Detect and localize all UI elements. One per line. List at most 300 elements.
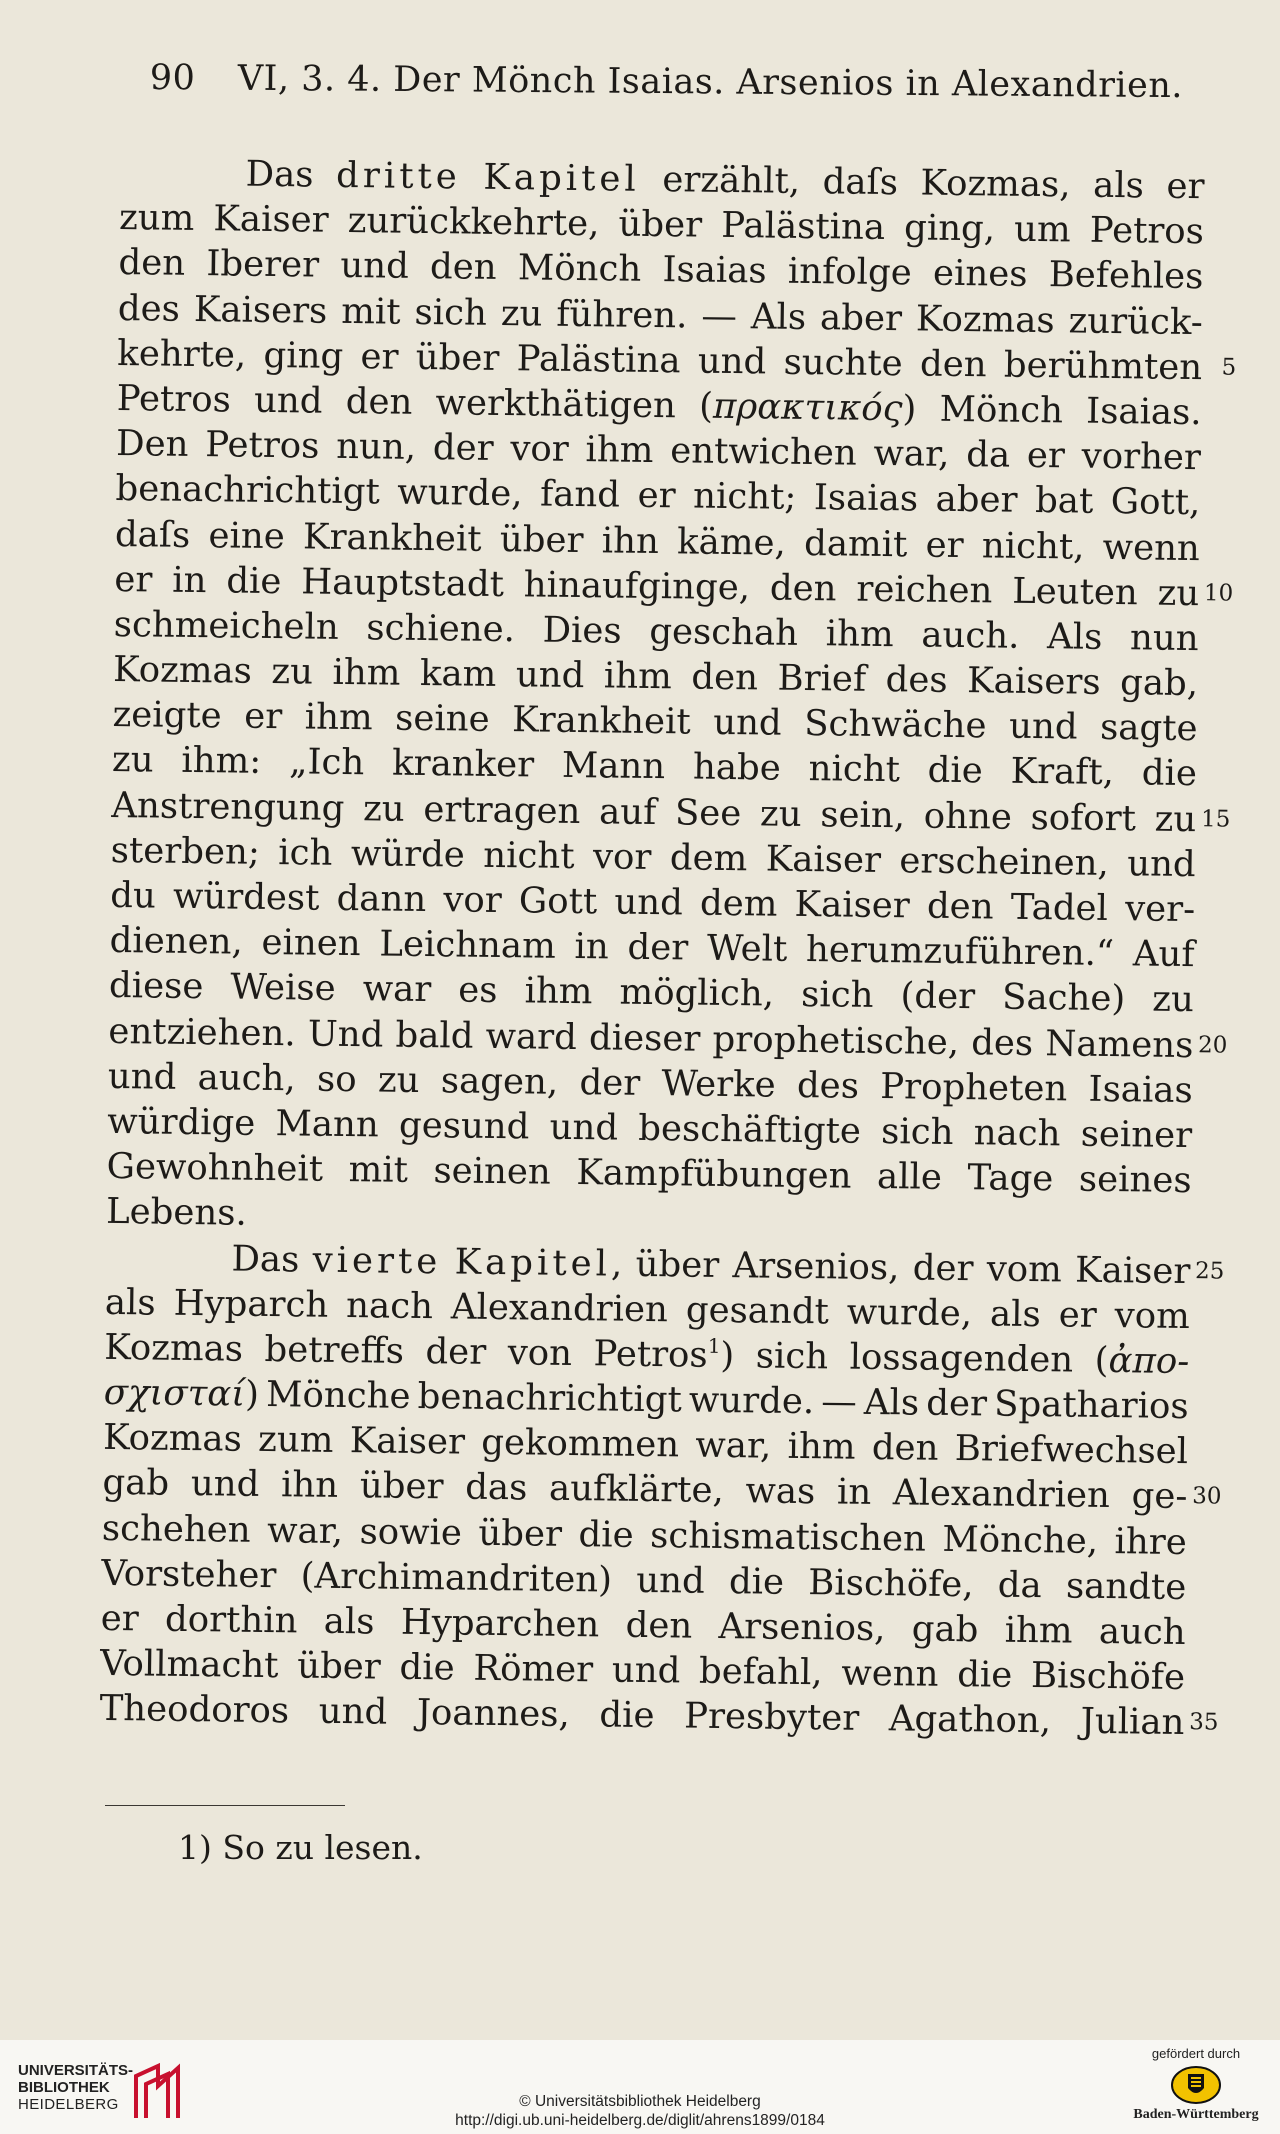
word: Schwäche <box>803 703 987 747</box>
word: und <box>318 1691 388 1734</box>
word: war, <box>695 1424 772 1467</box>
word: erzählt, <box>662 159 801 202</box>
word: Vollmacht <box>99 1643 279 1687</box>
word: Kaisers <box>966 660 1101 703</box>
word: gab, <box>1119 662 1199 705</box>
word: sofort <box>1030 796 1137 839</box>
word: dem <box>699 882 778 925</box>
word: mit <box>341 290 401 333</box>
word: auch, <box>197 1056 296 1100</box>
word: Kraft, <box>1010 751 1115 794</box>
word: gesund <box>398 1104 530 1148</box>
word: Gott, <box>1110 481 1201 524</box>
footnote: 1) So zu lesen. <box>178 1828 423 1867</box>
word: Isaias. <box>1085 390 1202 434</box>
word: der <box>627 926 689 969</box>
word: würde <box>350 832 466 876</box>
word: Den <box>115 423 189 466</box>
word: Mönche <box>265 1374 411 1417</box>
word: ihre <box>1114 1520 1188 1563</box>
word: lossagenden <box>849 1336 1074 1381</box>
word: Mann <box>561 745 666 788</box>
word: zu <box>500 292 543 335</box>
word: der <box>912 1246 974 1289</box>
word: ihm <box>1004 1609 1073 1652</box>
word: in <box>171 559 207 601</box>
word: den <box>871 1427 939 1470</box>
word: und <box>107 1055 177 1098</box>
word: Arsenios, <box>718 1605 886 1650</box>
word: Lebens. <box>105 1191 248 1235</box>
word: zu <box>1157 572 1200 614</box>
word: ihm <box>524 970 593 1013</box>
word: Das <box>231 1238 300 1280</box>
word: was <box>745 1470 816 1513</box>
word: Kapitel, <box>454 1240 623 1285</box>
word: Als <box>1046 616 1103 658</box>
word: See <box>674 791 742 834</box>
word: Welt <box>706 927 788 970</box>
word: Theodoros <box>99 1688 290 1732</box>
word: als <box>989 1293 1042 1335</box>
word: zurückkehrte, <box>347 200 600 245</box>
word: mit <box>348 1149 409 1191</box>
word: Alexandrien <box>892 1472 1111 1517</box>
library-name-line: BIBLIOTHEK <box>18 2079 110 2096</box>
word: ihm: <box>181 740 262 783</box>
word: Namens <box>1045 1022 1194 1066</box>
word: ge- <box>1131 1475 1188 1518</box>
word: er <box>925 524 964 566</box>
word: Propheten <box>880 1065 1068 1110</box>
word: Mann <box>275 1103 380 1146</box>
word: sandte <box>1065 1565 1187 1608</box>
word: zu <box>1154 798 1197 840</box>
footnote-rule <box>105 1805 345 1806</box>
word: vor <box>443 879 503 922</box>
word: nicht <box>808 748 901 791</box>
word: und <box>190 1463 260 1506</box>
word: Joannes, <box>416 1692 571 1736</box>
word: Hauptstadt <box>301 561 505 605</box>
word: bat <box>1034 480 1094 523</box>
word: kam <box>419 653 497 696</box>
word: vor <box>510 428 570 471</box>
word: — <box>701 295 738 337</box>
word: (der <box>900 975 976 1018</box>
word: Hyparchen <box>400 1601 600 1646</box>
word: Vorsteher <box>101 1552 277 1596</box>
word: Briefwechsel <box>954 1428 1189 1473</box>
word: und <box>712 702 782 744</box>
word: betreffs <box>264 1328 405 1372</box>
word: und <box>611 1649 681 1692</box>
word: berühmten <box>1003 344 1203 388</box>
digitization-footer <box>0 2040 1280 2134</box>
word: die <box>578 1513 634 1556</box>
word: damit <box>803 522 908 565</box>
word: dieser <box>588 1016 701 1060</box>
word: gekommen <box>481 1422 680 1466</box>
word: der <box>579 1061 641 1104</box>
word: von <box>507 1332 573 1374</box>
word: Anstrengung <box>111 784 345 829</box>
word: ihm <box>787 1426 856 1468</box>
line-number: 25 <box>1194 1257 1225 1285</box>
word: den <box>625 1604 693 1647</box>
word: kehrte, <box>117 332 247 376</box>
word: nach <box>345 1284 434 1327</box>
word: daſs <box>114 513 191 556</box>
word: führen. <box>556 293 688 337</box>
paragraph <box>105 150 1237 1249</box>
word: des <box>117 287 181 330</box>
word: einen <box>261 922 361 965</box>
library-name-line: UNIVERSITÄTS- <box>18 2062 134 2079</box>
word: seine <box>394 697 490 741</box>
word: ging <box>263 334 344 377</box>
word: nach <box>973 1112 1061 1155</box>
word: Petros <box>205 424 320 467</box>
word: benachrichtigt <box>417 1376 683 1421</box>
word: (Archimandriten) <box>300 1555 613 1601</box>
word: Isaias <box>1088 1068 1193 1111</box>
permalink[interactable]: http://digi.ub.uni-heidelberg.de/diglit/ahrens1899/0184 <box>455 2112 825 2129</box>
word: den <box>691 656 759 699</box>
word: käme, <box>676 520 787 564</box>
word: seinen <box>433 1150 552 1193</box>
word: aber <box>819 296 903 339</box>
word: sich <box>880 1110 954 1153</box>
word: den <box>345 380 413 423</box>
word: herumzuführen.“ <box>805 929 1115 975</box>
word: die <box>728 1560 785 1603</box>
word: vom <box>1114 1294 1191 1337</box>
copyright-notice <box>0 2092 1280 2130</box>
word: ver- <box>1124 888 1196 931</box>
word: Weise <box>230 966 336 1010</box>
word: Dies <box>542 609 622 652</box>
page-number: 90 <box>149 58 196 99</box>
word: die <box>1141 752 1198 795</box>
word: geschah <box>649 610 799 654</box>
word: wenn <box>1102 526 1201 569</box>
word: hinaufginge, <box>523 564 751 608</box>
word: Kozmas <box>112 649 253 692</box>
word: als <box>323 1600 375 1643</box>
word: war, <box>266 1509 344 1552</box>
word: als <box>1092 164 1145 207</box>
word: Römer <box>473 1647 594 1691</box>
word: auf <box>598 790 657 833</box>
line-number: 35 <box>1189 1709 1219 1736</box>
word: da <box>997 1564 1042 1606</box>
word: sich <box>800 974 874 1017</box>
funding-label: gefördert durch <box>1151 2046 1241 2061</box>
word: fand <box>539 473 621 516</box>
word: gab <box>911 1608 979 1651</box>
word: würdige <box>107 1100 256 1144</box>
word: über <box>415 336 500 379</box>
word: dritte <box>335 154 462 198</box>
word: entziehen. <box>108 1010 296 1054</box>
word: σχισταί) <box>103 1371 260 1415</box>
word: nun <box>1129 617 1199 660</box>
funding-name: Baden-Württemberg <box>1133 2107 1259 2122</box>
word: seines <box>1078 1158 1192 1202</box>
line-number: 10 <box>1203 579 1234 607</box>
word: Tage <box>967 1157 1054 1200</box>
word: zeigte <box>112 694 222 737</box>
line-number: 5 <box>1221 354 1237 381</box>
word: ihm <box>585 429 654 472</box>
word: Kapitel <box>483 156 641 200</box>
word: zu <box>1152 978 1195 1021</box>
word: Tadel <box>1010 886 1109 929</box>
word: auch. <box>921 614 1020 657</box>
word: und <box>253 379 323 422</box>
word: er <box>243 695 283 738</box>
word: sagen, <box>440 1060 559 1103</box>
word: er <box>100 1597 140 1640</box>
word: wurde, <box>846 1291 973 1334</box>
word: aber <box>935 479 1018 522</box>
word: zurück- <box>1068 299 1204 343</box>
word: dorthin <box>164 1598 298 1642</box>
word: wurde. <box>688 1379 815 1423</box>
state-crest-icon <box>1170 2065 1222 2105</box>
word: er <box>360 335 399 378</box>
word: Presbyter <box>683 1695 860 1740</box>
word: nicht; <box>692 475 797 519</box>
word: kranker <box>391 743 535 786</box>
word: Sache) <box>1001 976 1126 1020</box>
word: wenn <box>841 1652 939 1696</box>
word: Leuten <box>1011 570 1139 614</box>
word: Palästina <box>720 205 886 249</box>
word: Gott <box>518 880 598 923</box>
word: dem <box>669 837 748 880</box>
word: ihn <box>601 519 660 562</box>
word: nicht, <box>981 524 1085 568</box>
word: sich <box>755 1335 829 1378</box>
word: zum <box>118 197 195 240</box>
word: Petros <box>116 377 232 421</box>
word: Agathon, <box>888 1698 1052 1742</box>
word: Iberer <box>206 243 320 286</box>
word: Isaias <box>813 477 919 520</box>
word: und <box>1008 705 1078 748</box>
word: Das <box>245 153 314 196</box>
word: die <box>927 750 984 792</box>
word: und <box>515 654 585 697</box>
word: da <box>965 434 1011 476</box>
word: seiner <box>1080 1113 1193 1157</box>
word: über <box>499 518 584 561</box>
word: Kaiser <box>213 198 329 241</box>
word: (ἀπο- <box>1094 1339 1190 1382</box>
word: ertragen <box>423 788 581 832</box>
word: befahl, <box>698 1650 823 1694</box>
word: und <box>549 1106 619 1149</box>
word: ihm <box>603 655 673 698</box>
word: das <box>464 1467 528 1509</box>
word: nicht <box>483 834 575 877</box>
word: — <box>821 1381 858 1423</box>
word: vor <box>592 836 652 878</box>
word: Kampfübungen <box>576 1152 852 1197</box>
word: Isaias <box>662 249 767 292</box>
word: Bischöfe <box>1030 1655 1186 1699</box>
word: ich <box>278 831 333 874</box>
word: vom <box>986 1247 1063 1290</box>
word: auch <box>1098 1610 1186 1654</box>
word: und <box>635 1559 705 1602</box>
word: sein, <box>820 793 906 836</box>
word: er <box>1026 435 1066 477</box>
word: Auf <box>1132 933 1195 976</box>
word: um <box>1013 208 1071 251</box>
word: über <box>296 1645 382 1688</box>
body-text <box>99 150 1237 1746</box>
word: Alexandrien <box>450 1286 669 1330</box>
word: gesandt <box>685 1289 830 1333</box>
word: „Ich <box>288 741 365 784</box>
word: Krankheit <box>511 699 691 743</box>
word: und <box>614 881 684 924</box>
word: des <box>796 1064 860 1107</box>
word: Brief <box>777 657 867 700</box>
word: der <box>432 427 494 470</box>
funding-notice <box>1130 2046 1262 2123</box>
word: habe <box>692 746 782 790</box>
word: würdest <box>172 875 320 919</box>
word: zu <box>362 787 405 830</box>
word: nun, <box>335 425 417 469</box>
library-name-line: HEIDELBERG <box>18 2096 119 2113</box>
word: sich <box>414 291 488 334</box>
word: zu <box>271 651 314 693</box>
word: den <box>118 242 186 285</box>
word: sterben; <box>110 829 261 873</box>
word: Spatharios <box>993 1383 1189 1428</box>
word: ward <box>485 1015 578 1058</box>
word: zu <box>377 1059 420 1101</box>
word: er <box>1058 1294 1097 1336</box>
word: suchte <box>783 341 903 385</box>
word: Und <box>307 1013 384 1056</box>
word: ihm <box>304 696 373 739</box>
word: Befehles <box>1048 254 1204 298</box>
word: dann <box>336 877 427 921</box>
word: die <box>399 1646 455 1689</box>
word: gab <box>102 1462 170 1505</box>
word: Leichnam <box>379 923 557 967</box>
word: und <box>340 245 410 288</box>
word: dienen, <box>109 920 244 963</box>
word: zu <box>111 739 154 781</box>
word: Kozmas <box>104 1326 244 1370</box>
word: schiene. <box>366 607 516 651</box>
word: Kaisers <box>193 288 328 332</box>
word: über <box>635 1243 720 1286</box>
word: ihm <box>332 651 401 694</box>
word: Petros$^1$) <box>593 1333 735 1377</box>
word: der <box>425 1330 487 1373</box>
word: als <box>104 1281 156 1324</box>
word: ihm <box>825 613 894 656</box>
word: Werke <box>661 1062 776 1106</box>
word: benachrichtigt <box>115 468 380 513</box>
word: daſs <box>822 161 899 204</box>
word: in <box>574 926 610 968</box>
word: Mönch <box>517 247 642 291</box>
word: über <box>618 203 703 246</box>
word: ging, <box>903 207 996 250</box>
word: Kozmas <box>915 297 1055 341</box>
word: den <box>919 343 987 386</box>
word: des <box>970 1021 1034 1064</box>
word: Petros <box>1089 209 1205 253</box>
word: den <box>769 567 837 610</box>
word: Als <box>750 295 807 338</box>
word: schismatischen <box>649 1514 927 1560</box>
paragraph <box>99 1234 1225 1745</box>
word: entwichen <box>669 430 858 474</box>
word: vierte <box>312 1239 442 1282</box>
word: in <box>836 1471 872 1514</box>
word: prophetische, <box>712 1018 960 1063</box>
word: schmeicheln <box>113 603 340 648</box>
word: sowie <box>359 1510 463 1554</box>
word: des <box>885 659 948 701</box>
copyright-text: © Universitätsbibliothek Heidelberg <box>519 2093 761 2110</box>
word: die <box>599 1694 655 1737</box>
word: Bischöfe, <box>808 1561 974 1606</box>
word: ohne <box>923 795 1013 838</box>
word: erscheinen, <box>899 840 1110 884</box>
word: werkthätigen <box>435 382 677 427</box>
word: die <box>956 1654 1013 1696</box>
word: den <box>429 246 497 289</box>
word: Kaiser <box>349 1420 466 1463</box>
word: alle <box>876 1156 943 1198</box>
word: Kaiser <box>765 838 882 881</box>
word: Kaiser <box>1074 1249 1191 1292</box>
word: war, <box>873 433 950 476</box>
line-number: 20 <box>1197 1031 1228 1059</box>
word: (πρακτικός) <box>698 385 917 430</box>
word: Julian <box>1080 1701 1185 1744</box>
word: er <box>114 558 153 601</box>
running-head <box>149 58 1184 107</box>
word: ihn <box>280 1464 339 1507</box>
word: bald <box>395 1014 474 1057</box>
word: diese <box>108 965 204 1008</box>
word: Palästina <box>516 337 681 382</box>
word: über <box>478 1512 563 1555</box>
word: eines <box>932 253 1028 296</box>
word: beschäftigte <box>638 1107 862 1152</box>
word: Kozmas, <box>920 162 1071 206</box>
word: sagte <box>1099 707 1198 750</box>
word: Kaiser <box>794 883 911 927</box>
word: infolge <box>787 251 913 294</box>
word: Hyparch <box>173 1282 329 1326</box>
word: Mönche, <box>942 1518 1099 1562</box>
word: den <box>926 885 994 928</box>
line-number: 15 <box>1200 805 1231 833</box>
